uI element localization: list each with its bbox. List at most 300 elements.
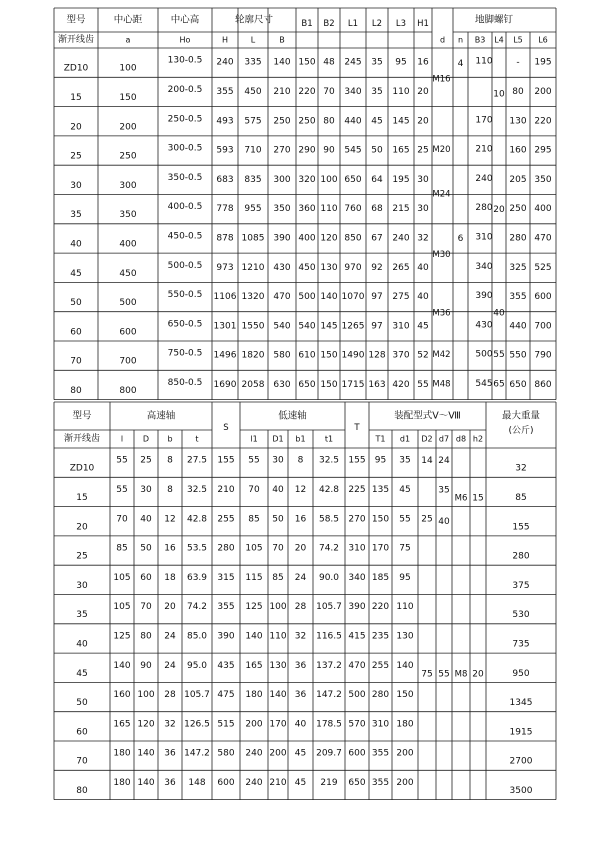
col-header-B3: B3 bbox=[474, 35, 486, 45]
cell-L5: 650 bbox=[509, 379, 527, 390]
col-header-model: 型号 bbox=[66, 14, 86, 26]
cell-D1: 140 bbox=[269, 690, 287, 701]
cell-D2: 25 bbox=[421, 514, 433, 525]
cell-h0: 130-0.5 bbox=[167, 55, 203, 66]
cell-H: 240 bbox=[216, 57, 234, 68]
cell-L4: 40 bbox=[493, 308, 505, 319]
cell-H: 1106 bbox=[213, 292, 237, 303]
cell-l1: 240 bbox=[245, 748, 263, 759]
cell-model: 35 bbox=[76, 610, 88, 621]
cell-l: 70 bbox=[116, 514, 128, 525]
cell-t: 85.0 bbox=[186, 631, 208, 642]
cell-L2: 97 bbox=[371, 292, 383, 303]
cell-a: 250 bbox=[119, 151, 137, 162]
cell-weight: 950 bbox=[512, 668, 530, 679]
cell-S: 210 bbox=[217, 484, 235, 495]
cell-L: 2058 bbox=[241, 379, 265, 390]
cell-d: M48 bbox=[432, 379, 451, 390]
cell-h2: 15 bbox=[472, 493, 484, 504]
cell-H1: 32 bbox=[417, 233, 429, 244]
cell-D: 60 bbox=[140, 572, 152, 583]
cell-T1: 220 bbox=[371, 602, 390, 613]
cell-l1: 105 bbox=[245, 543, 263, 554]
cell-weight: 1345 bbox=[509, 698, 533, 709]
cell-l: 180 bbox=[113, 748, 131, 759]
cell-B: 630 bbox=[273, 379, 291, 390]
cell-model: 30 bbox=[76, 580, 88, 591]
cell-B3: 170 bbox=[475, 115, 493, 126]
cell-D1: 200 bbox=[269, 748, 287, 759]
cell-B2: 150 bbox=[320, 379, 338, 390]
cell-a: 150 bbox=[119, 92, 137, 103]
cell-model: 60 bbox=[70, 327, 82, 338]
cell-H1: 40 bbox=[417, 262, 429, 273]
cell-b: 8 bbox=[167, 484, 173, 495]
cell-D: 70 bbox=[140, 602, 152, 613]
cell-model: 35 bbox=[70, 210, 82, 221]
cell-D1: 30 bbox=[272, 455, 284, 466]
cell-L3: 95 bbox=[395, 57, 407, 68]
cell-T1: 280 bbox=[371, 690, 390, 701]
cell-B2: 80 bbox=[323, 116, 335, 127]
cell-l: 125 bbox=[113, 631, 131, 642]
cell-t: 27.5 bbox=[186, 455, 208, 466]
cell-B: 300 bbox=[273, 174, 291, 185]
cell-d1: 110 bbox=[396, 602, 414, 613]
col-header-L5: L5 bbox=[513, 35, 523, 45]
cell-D: 30 bbox=[140, 484, 152, 495]
cell-L1: 340 bbox=[344, 86, 362, 97]
cell-L: 1550 bbox=[241, 321, 265, 332]
cell-L2: 68 bbox=[371, 204, 383, 215]
cell-d: M30 bbox=[432, 250, 451, 261]
cell-H: 683 bbox=[216, 174, 234, 185]
cell-a: 500 bbox=[119, 298, 137, 309]
cell-L3: 275 bbox=[392, 292, 410, 303]
cell-T: 500 bbox=[348, 690, 366, 701]
cell-L1: 245 bbox=[344, 57, 362, 68]
cell-d8: M8 bbox=[454, 669, 468, 680]
col-header-t1: t1 bbox=[324, 434, 334, 444]
cell-b1: 8 bbox=[297, 455, 304, 466]
cell-h0: 200-0.5 bbox=[167, 84, 203, 95]
cell-T1: 255 bbox=[371, 660, 390, 671]
col-header-a: a bbox=[125, 35, 131, 45]
cell-T1: 355 bbox=[371, 748, 390, 759]
cell-h0: 650-0.5 bbox=[167, 319, 203, 330]
cell-t: 53.5 bbox=[186, 543, 208, 554]
cell-D: 40 bbox=[140, 514, 152, 525]
cell-model: 60 bbox=[76, 727, 88, 738]
cell-L4: 55 bbox=[493, 350, 505, 360]
cell-a: 450 bbox=[119, 268, 137, 279]
cell-B3: 280 bbox=[475, 203, 493, 214]
cell-B1: 540 bbox=[298, 321, 316, 332]
cell-a: 200 bbox=[119, 122, 137, 133]
col-header-anchor-bolts: 地脚螺钉 bbox=[474, 14, 514, 26]
cell-l1: 125 bbox=[245, 602, 263, 613]
cell-L2: 35 bbox=[371, 86, 383, 97]
cell-L6: 790 bbox=[534, 350, 552, 361]
cell-d7: 40 bbox=[438, 516, 450, 527]
cell-B1: 360 bbox=[298, 204, 316, 215]
cell-B2: 70 bbox=[323, 86, 335, 97]
cell-b: 32 bbox=[164, 719, 176, 730]
cell-D1: 100 bbox=[269, 602, 287, 613]
cell-S: 280 bbox=[217, 543, 235, 554]
cell-L4: 10 bbox=[493, 89, 505, 100]
cell-model: 15 bbox=[70, 92, 82, 103]
cell-L6: 220 bbox=[534, 116, 552, 127]
cell-L3: 265 bbox=[392, 262, 410, 273]
cell-L2: 67 bbox=[371, 233, 383, 244]
cell-H: 593 bbox=[216, 145, 234, 156]
cell-L: 335 bbox=[244, 57, 262, 68]
cell-weight: 2700 bbox=[509, 756, 533, 767]
cell-t1: 32.5 bbox=[318, 455, 340, 466]
cell-L2: 45 bbox=[371, 116, 383, 127]
cell-b1: 45 bbox=[294, 777, 307, 788]
cell-T: 310 bbox=[348, 543, 366, 554]
cell-L1: 1490 bbox=[341, 350, 365, 361]
cell-S: 315 bbox=[217, 572, 235, 583]
cell-model: 40 bbox=[70, 239, 82, 250]
cell-L3: 110 bbox=[392, 86, 410, 97]
cell-n: 6 bbox=[457, 233, 464, 244]
cell-S: 580 bbox=[217, 748, 235, 759]
cell-t: 74.2 bbox=[186, 602, 208, 613]
cell-S: 435 bbox=[217, 660, 235, 671]
cell-T1: 185 bbox=[371, 572, 390, 583]
cell-b1: 40 bbox=[294, 719, 307, 730]
cell-l1: 70 bbox=[248, 484, 260, 495]
col-header-D1: D1 bbox=[272, 434, 284, 444]
cell-l1: 200 bbox=[245, 719, 263, 730]
cell-L3: 165 bbox=[392, 145, 410, 156]
cell-L5: 250 bbox=[509, 204, 527, 215]
cell-H1: 30 bbox=[417, 204, 429, 215]
col-header-h2: h2 bbox=[472, 434, 484, 444]
cell-B: 390 bbox=[273, 233, 291, 244]
cell-d1: 35 bbox=[399, 455, 411, 466]
cell-t: 32.5 bbox=[186, 484, 208, 495]
cell-d1: 95 bbox=[399, 572, 411, 583]
cell-b: 24 bbox=[164, 631, 176, 642]
cell-weight: 375 bbox=[512, 580, 530, 591]
col-header-D2: D2 bbox=[421, 434, 433, 444]
cell-B1: 610 bbox=[298, 350, 316, 361]
cell-H: 778 bbox=[216, 204, 234, 215]
cell-h0: 450-0.5 bbox=[167, 231, 203, 242]
cell-L4: 65 bbox=[493, 379, 505, 390]
col-header-n: n bbox=[457, 35, 464, 45]
col-header-L: L bbox=[250, 35, 256, 45]
cell-L6: 700 bbox=[534, 321, 552, 332]
cell-D: 90 bbox=[140, 660, 152, 671]
cell-S: 355 bbox=[217, 602, 235, 613]
col-header-high-speed-shaft: 高速轴 bbox=[146, 410, 176, 422]
cell-L5: 550 bbox=[509, 350, 527, 361]
cell-D1: 85 bbox=[272, 572, 284, 583]
cell-t1: 74.2 bbox=[318, 543, 340, 554]
cell-B1: 220 bbox=[298, 86, 316, 97]
cell-model: 80 bbox=[70, 385, 82, 396]
cell-B3: 210 bbox=[475, 144, 493, 155]
cell-t1: 137.2 bbox=[316, 660, 342, 671]
cell-model: 25 bbox=[70, 151, 82, 162]
cell-S: 155 bbox=[217, 455, 235, 466]
cell-L3: 420 bbox=[392, 379, 410, 390]
col-header-model-sub: 渐开线齿 bbox=[57, 35, 95, 45]
cell-H: 493 bbox=[216, 116, 234, 127]
cell-model: 25 bbox=[76, 551, 88, 562]
cell-L2: 50 bbox=[371, 145, 383, 156]
cell-L: 1085 bbox=[241, 233, 265, 244]
cell-H: 1690 bbox=[213, 379, 237, 390]
cell-H: 1301 bbox=[213, 321, 237, 332]
cell-d1: 150 bbox=[396, 690, 414, 701]
cell-a: 400 bbox=[119, 239, 137, 250]
cell-L3: 145 bbox=[392, 116, 410, 127]
col-header-low-speed-shaft: 低速轴 bbox=[278, 410, 307, 422]
cell-B1: 500 bbox=[298, 292, 316, 303]
cell-model: 50 bbox=[76, 698, 88, 709]
cell-B1: 320 bbox=[298, 174, 316, 185]
cell-D1: 130 bbox=[269, 660, 287, 671]
cell-l: 140 bbox=[113, 660, 131, 671]
cell-H: 878 bbox=[216, 233, 234, 244]
cell-B2: 90 bbox=[323, 145, 335, 156]
cell-l1: 115 bbox=[245, 572, 263, 583]
cell-B3: 430 bbox=[475, 320, 493, 331]
cell-model: 20 bbox=[76, 522, 88, 533]
cell-S: 475 bbox=[217, 690, 235, 701]
cell-l: 165 bbox=[113, 719, 131, 730]
cell-t1: 147.2 bbox=[316, 690, 342, 701]
cell-h2: 20 bbox=[472, 669, 484, 680]
cell-t: 126.5 bbox=[184, 719, 210, 730]
cell-a: 800 bbox=[119, 385, 137, 396]
cell-d: M42 bbox=[432, 350, 451, 360]
col-header-h0: Ho bbox=[179, 35, 191, 45]
cell-T: 225 bbox=[348, 484, 366, 495]
cell-a: 700 bbox=[119, 356, 137, 367]
cell-H1: 20 bbox=[417, 116, 429, 127]
cell-L: 835 bbox=[244, 174, 262, 185]
cell-t1: 116.5 bbox=[316, 631, 342, 642]
cell-T: 570 bbox=[348, 719, 366, 730]
cell-b: 18 bbox=[164, 572, 176, 583]
cell-H: 1496 bbox=[213, 350, 237, 361]
cell-B3: 500 bbox=[475, 349, 493, 360]
cell-L: 1320 bbox=[241, 292, 265, 303]
cell-T1: 235 bbox=[371, 631, 390, 642]
cell-B1: 650 bbox=[298, 379, 316, 390]
cell-t1: 105.7 bbox=[316, 602, 342, 613]
cell-B2: 130 bbox=[320, 262, 338, 273]
cell-model: 30 bbox=[70, 180, 82, 191]
cell-weight: 530 bbox=[512, 610, 530, 621]
cell-t: 42.8 bbox=[186, 514, 208, 525]
cell-B: 580 bbox=[273, 350, 291, 361]
cell-L1: 760 bbox=[344, 204, 362, 215]
cell-T: 340 bbox=[348, 572, 366, 583]
cell-D: 80 bbox=[140, 631, 152, 642]
cell-l: 55 bbox=[116, 484, 128, 495]
col-header-H1: H1 bbox=[417, 19, 429, 29]
cell-T: 155 bbox=[348, 455, 366, 466]
cell-B2: 140 bbox=[320, 292, 338, 303]
cell-H1: 16 bbox=[417, 57, 429, 68]
cell-h0: 250-0.5 bbox=[167, 114, 203, 125]
cell-h0: 850-0.5 bbox=[167, 377, 203, 388]
cell-l: 105 bbox=[113, 602, 131, 613]
cell-S: 600 bbox=[217, 777, 235, 788]
cell-model: 20 bbox=[70, 122, 82, 133]
cell-d8: M6 bbox=[454, 493, 468, 504]
col-header-B2: B2 bbox=[323, 19, 335, 29]
cell-B2: 120 bbox=[320, 233, 338, 244]
cell-L5: 440 bbox=[509, 321, 527, 332]
cell-b: 16 bbox=[164, 543, 176, 554]
cell-h0: 400-0.5 bbox=[167, 202, 203, 213]
cell-H1: 25 bbox=[417, 145, 429, 156]
cell-weight: 32 bbox=[515, 463, 527, 474]
cell-L6: 295 bbox=[534, 145, 552, 156]
cell-model: 45 bbox=[70, 268, 82, 279]
cell-d7: 55 bbox=[438, 669, 450, 680]
cell-B1: 290 bbox=[298, 145, 316, 156]
col-header-L4: L4 bbox=[494, 35, 504, 45]
col-header-B: B bbox=[279, 35, 285, 45]
cell-model: 50 bbox=[70, 298, 82, 309]
cell-n: 4 bbox=[457, 59, 464, 69]
cell-L3: 310 bbox=[392, 321, 410, 332]
cell-B2: 145 bbox=[320, 321, 338, 332]
cell-h0: 550-0.5 bbox=[167, 290, 203, 301]
cell-t1: 178.5 bbox=[316, 719, 342, 730]
col-header-d1: d1 bbox=[399, 434, 411, 444]
cell-D: 100 bbox=[137, 690, 155, 701]
cell-b1: 36 bbox=[294, 660, 307, 671]
cell-d1: 130 bbox=[396, 631, 414, 642]
cell-L1: 850 bbox=[344, 233, 362, 244]
cell-model: 40 bbox=[76, 639, 88, 650]
cell-L1: 1070 bbox=[341, 292, 365, 303]
cell-L2: 92 bbox=[371, 262, 383, 273]
cell-L6: 350 bbox=[534, 174, 552, 185]
cell-L5: 205 bbox=[509, 174, 527, 185]
cell-D: 140 bbox=[137, 748, 155, 759]
cell-T1: 170 bbox=[371, 543, 390, 554]
cell-b: 20 bbox=[164, 602, 176, 613]
cell-L1: 1715 bbox=[341, 379, 365, 390]
cell-d1: 140 bbox=[396, 660, 414, 671]
cell-B: 430 bbox=[273, 262, 291, 273]
col-header-assembly-type: 装配型式V～Ⅷ bbox=[394, 410, 461, 422]
col-header-L6: L6 bbox=[538, 35, 548, 45]
cell-L2: 163 bbox=[368, 379, 386, 390]
cell-L4: 20 bbox=[493, 204, 505, 215]
cell-d1: 200 bbox=[396, 748, 414, 759]
cell-H1: 40 bbox=[417, 292, 429, 303]
cell-D2: 14 bbox=[421, 456, 433, 466]
cell-D2: 75 bbox=[421, 669, 433, 680]
cell-D1: 50 bbox=[272, 514, 284, 525]
col-header-d7: d7 bbox=[438, 434, 450, 444]
cell-H1: 55 bbox=[417, 379, 429, 390]
col-header-L1: L1 bbox=[347, 19, 359, 29]
cell-b: 36 bbox=[164, 748, 176, 759]
cell-D1: 210 bbox=[269, 777, 287, 788]
cell-b: 28 bbox=[164, 690, 176, 701]
cell-b1: 32 bbox=[294, 631, 307, 642]
cell-L3: 240 bbox=[392, 233, 410, 244]
col-header-L3: L3 bbox=[395, 19, 407, 29]
cell-d: M36 bbox=[432, 308, 451, 319]
cell-t: 105.7 bbox=[184, 690, 210, 701]
col-header-d: d bbox=[439, 35, 446, 45]
cell-h0: 750-0.5 bbox=[167, 348, 203, 359]
cell-b1: 20 bbox=[294, 543, 307, 554]
col-header-center-height: 中心高 bbox=[170, 14, 200, 26]
cell-t1: 58.5 bbox=[318, 514, 340, 525]
cell-l: 55 bbox=[116, 455, 128, 466]
col-header-t: t bbox=[195, 434, 199, 444]
cell-D: 50 bbox=[140, 543, 152, 554]
cell-L2: 97 bbox=[371, 321, 383, 332]
cell-H1: 30 bbox=[417, 174, 429, 185]
cell-B2: 48 bbox=[323, 57, 335, 68]
cell-L5: 80 bbox=[512, 86, 524, 97]
cell-B: 140 bbox=[273, 57, 291, 68]
cell-S: 390 bbox=[217, 631, 235, 642]
cell-T1: 355 bbox=[371, 777, 390, 788]
cell-L1: 1265 bbox=[341, 321, 365, 332]
col-header-center-distance: 中心距 bbox=[113, 14, 143, 26]
cell-b: 36 bbox=[164, 777, 176, 788]
cell-L1: 545 bbox=[344, 145, 362, 156]
cell-d1: 75 bbox=[399, 543, 411, 554]
cell-L2: 64 bbox=[371, 174, 383, 185]
cell-L5: 325 bbox=[509, 262, 527, 273]
cell-B1: 150 bbox=[298, 57, 316, 68]
cell-weight: 3500 bbox=[509, 785, 533, 796]
cell-H: 355 bbox=[216, 86, 234, 97]
cell-L: 1210 bbox=[241, 262, 265, 273]
cell-T: 415 bbox=[348, 631, 366, 642]
cell-L5: - bbox=[516, 57, 520, 68]
cell-S: 515 bbox=[217, 719, 235, 730]
col-header-T: T bbox=[354, 423, 360, 433]
cell-model: 70 bbox=[76, 756, 88, 767]
cell-t1: 90.0 bbox=[318, 572, 340, 583]
col-header-b: b bbox=[167, 434, 173, 444]
cell-H: 973 bbox=[216, 262, 234, 273]
cell-a: 300 bbox=[119, 180, 137, 191]
cell-weight: 85 bbox=[515, 492, 527, 503]
cell-model: ZD10 bbox=[63, 63, 89, 74]
cell-d7: 35 bbox=[438, 485, 450, 496]
cell-l: 105 bbox=[113, 572, 131, 583]
cell-l1: 55 bbox=[248, 455, 260, 466]
cell-h0: 300-0.5 bbox=[167, 143, 203, 154]
col-header-l1: l1 bbox=[250, 434, 258, 444]
cell-model: ZD10 bbox=[69, 463, 95, 474]
cell-D1: 40 bbox=[272, 484, 284, 495]
cell-L6: 195 bbox=[534, 57, 552, 68]
cell-l: 160 bbox=[113, 690, 131, 701]
